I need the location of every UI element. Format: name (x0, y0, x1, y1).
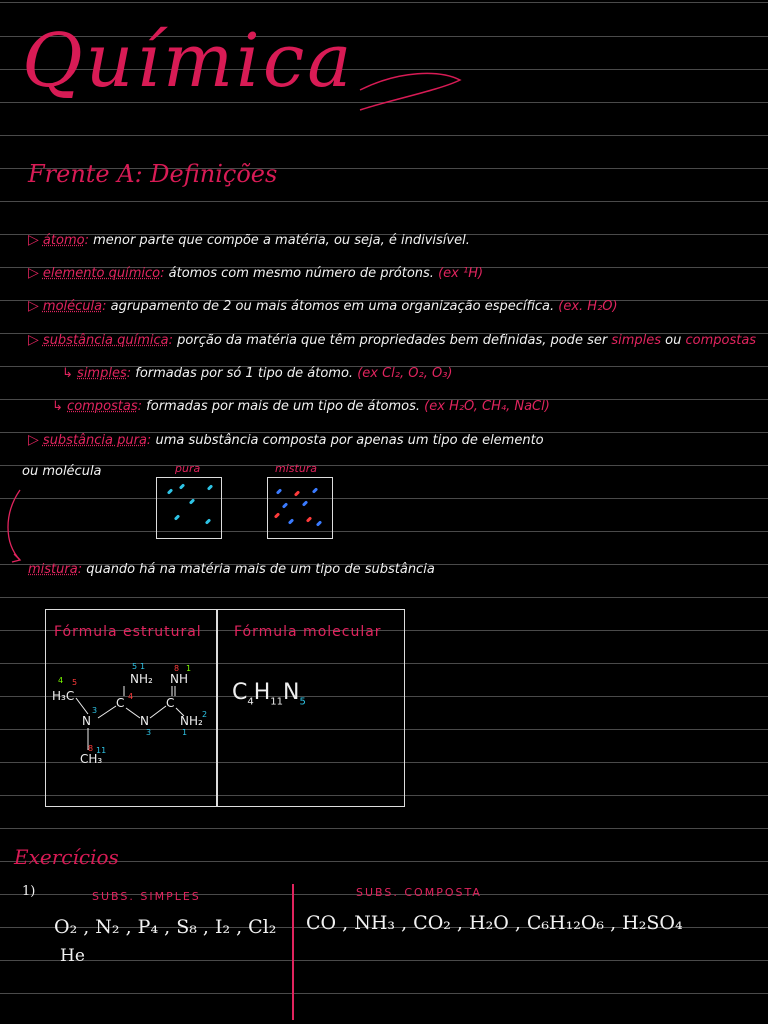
definition-text: menor parte que compõe a matéria, ou seja, é indivisível. (93, 233, 470, 248)
structural-formula-header: Fórmula estrutural (54, 624, 202, 640)
definition-example: (ex. H₂O) (558, 299, 618, 314)
formula-table: Fórmula estrutural Fórmula molecular 4 H₃C 5 N 3 CH₃ 8 11 C 4 NH₂ 5 1 N 3 C NH 8 1 NH₂ 2 1 $C_4H_{11}N_5$ (45, 609, 405, 807)
curved-arrow-icon: ↳ (52, 399, 63, 414)
definition-text: porção da matéria que têm propriedades bem definidas, pode ser (177, 333, 608, 348)
definition-text: formadas por só 1 tipo de átomo. (135, 366, 354, 381)
definition-term: elemento químico (42, 266, 161, 281)
compound-substances-header: SUBS. COMPOSTA (356, 886, 482, 899)
definition-text: átomos com mesmo número de prótons. (168, 266, 434, 281)
pure-label: pura (175, 462, 201, 475)
definition-example: (ex ¹H) (438, 266, 484, 281)
definition-example: (ex Cl₂, O₂, O₃) (357, 366, 453, 381)
mixture-box (267, 477, 333, 539)
definition-term: simples (77, 366, 127, 381)
definition-or: ou (665, 333, 682, 348)
definition-row-compostas: ↳ compostas: formadas por mais de um tipo de átomos. (ex H₂O, CH₄, NaCl) (52, 399, 550, 414)
table-divider (216, 610, 218, 806)
definition-simples: simples (611, 333, 662, 348)
definition-term: átomo (42, 233, 85, 248)
definition-text: uma substância composta por apenas um tipo de elemento (155, 433, 544, 448)
definition-text: quando há na matéria mais de um tipo de substância (86, 562, 435, 577)
definition-row-atomo: ▷ átomo: menor parte que compõe a matéria, ou seja, é indivisível. (28, 232, 470, 248)
triangle-bullet-icon: ▷ (28, 298, 39, 314)
molecular-formula-header: Fórmula molecular (234, 624, 382, 640)
definition-row-substancia-pura: ▷ substância pura: uma substância composta por apenas um tipo de elemento (28, 432, 544, 448)
molecular-formula: $C_4H_{11}N_5$ (232, 680, 306, 708)
definition-row-simples: ↳ simples: formadas por só 1 tipo de átomo. (ex Cl₂, O₂, O₃) (62, 366, 453, 381)
definition-term: molécula (42, 299, 103, 314)
definition-term: mistura (28, 562, 78, 577)
title-flourish (350, 40, 470, 120)
simple-substances-line2: He (60, 946, 85, 966)
simple-substances-header: SUBS. SIMPLES (92, 890, 201, 903)
exercise-divider (292, 884, 294, 1020)
definition-term: substância química (42, 333, 169, 348)
mixture-label: mistura (275, 462, 318, 475)
definition-term: compostas (67, 399, 138, 414)
definition-term: substância pura (42, 433, 147, 448)
definition-row-substancia-quimica: ▷ substância química: porção da matéria que têm propriedades bem definidas, pode ser simples ou compostas (28, 332, 757, 348)
definition-text: agrupamento de 2 ou mais átomos em uma organização específica. (110, 299, 555, 314)
triangle-bullet-icon: ▷ (28, 432, 39, 448)
triangle-bullet-icon: ▷ (28, 332, 39, 348)
simple-substances-line1: O₂ , N₂ , P₄ , S₈ , I₂ , Cl₂ (54, 916, 277, 938)
definition-row-elemento: ▷ elemento químico: átomos com mesmo número de prótons. (ex ¹H) (28, 265, 484, 281)
exercise-number: 1) (22, 884, 36, 899)
exercises-title: Exercícios (14, 845, 119, 869)
compound-substances-line: CO , NH₃ , CO₂ , H₂O , C₆H₁₂O₆ , H₂SO₄ (306, 912, 683, 934)
curved-arrow-icon: ↳ (62, 366, 73, 381)
definition-example: (ex H₂O, CH₄, NaCl) (424, 399, 550, 414)
curved-connector-arrow-icon (2, 488, 42, 568)
definition-row-mistura: mistura: quando há na matéria mais de um tipo de substância (28, 562, 435, 577)
definition-row-molecula: ▷ molécula: agrupamento de 2 ou mais átomos em uma organização específica. (ex. H₂O) (28, 298, 618, 314)
page-title: Química (22, 18, 355, 104)
definition-compostas: compostas (685, 333, 757, 348)
section-title: Frente A: Definições (28, 160, 278, 188)
definition-text: formadas por mais de um tipo de átomos. (146, 399, 421, 414)
triangle-bullet-icon: ▷ (28, 265, 39, 281)
triangle-bullet-icon: ▷ (28, 232, 39, 248)
definition-continuation: ou molécula (22, 464, 102, 479)
pure-substance-box (156, 477, 222, 539)
